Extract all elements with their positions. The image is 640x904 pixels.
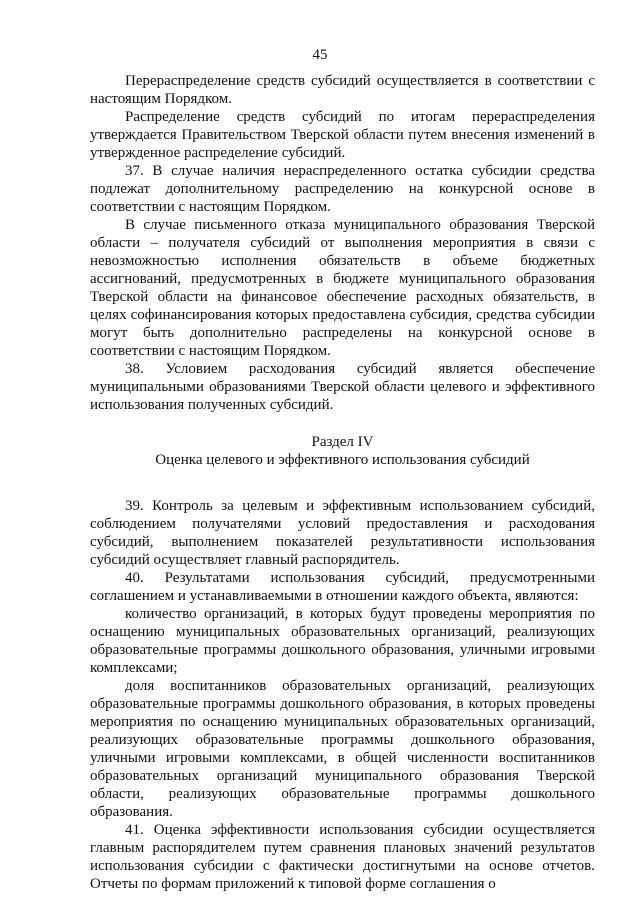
paragraph: 39. Контроль за целевым и эффективным использованием субсидий, соблюдением получателями условий предоставления и расходования субсидий, выполнением показателей результативности использования субсидий осуществляет главный распорядитель.: [90, 498, 595, 568]
page-number: 45: [312, 47, 328, 63]
paragraph: Перераспределение средств субсидий осуществляется в соответствии с настоящим Порядком.: [90, 73, 595, 107]
paragraph: 41. Оценка эффективности использования субсидии осуществляется главным распорядителем путем сравнения плановых значений результатов использования субсидии с фактически достигнутыми на основе отчетов. Отчеты по формам приложений к типовой форме соглашения о: [90, 822, 595, 892]
section-spacer: [90, 469, 595, 497]
paragraph: количество организаций, в которых будут проведены мероприятия по оснащению муниципальных образовательных организаций, реализующих образовательные программы дошкольного образования, уличными игровыми комплексами;: [90, 606, 595, 676]
paragraph: Распределение средств субсидий по итогам перераспределения утверждается Правительством Тверской области путем внесения изменений в утвержденное распределение субсидий.: [90, 109, 595, 161]
paragraph: 37. В случае наличия нераспределенного остатка субсидии средства подлежат дополнительному распределению на конкурсной основе в соответствии с настоящим Порядком.: [90, 163, 595, 215]
section-label: Раздел IV: [311, 434, 374, 450]
section-title: Оценка целевого и эффективного использования субсидий: [155, 452, 530, 468]
paragraph: доля воспитанников образовательных организаций, реализующих образовательные программы дошкольного образования, в которых проведены мероприятия по оснащению муниципальных образовательных организаций, реализующих образовательные программы дошкольного образования, уличными игровыми комплексами, в общей численности воспитанников образовательных организаций муниципального образования Тверской области, реализующих образовательные программы дошкольного образования.: [90, 678, 595, 820]
paragraph: В случае письменного отказа муниципального образования Тверской области – получателя субсидий от выполнения мероприятия в связи с невозможностью исполнения обязательств в объеме бюджетных ассигнований, предусмотренных в бюджете муниципального образования Тверской области на финансовое обеспечение расходных обязательств, в целях софинансирования которых предоставлена субсидия, средства субсидии могут быть дополнительно распределены на конкурсной основе в соответствии с настоящим Порядком.: [90, 217, 595, 359]
document-body: [90, 72, 595, 893]
paragraph: 38. Условием расходования субсидий является обеспечение муниципальными образованиями Тверской области целевого и эффективного использования полученных субсидий.: [90, 361, 595, 413]
paragraph: 40. Результатами использования субсидий, предусмотренными соглашением и устанавливаемыми в отношении каждого объекта, являются:: [90, 570, 595, 604]
